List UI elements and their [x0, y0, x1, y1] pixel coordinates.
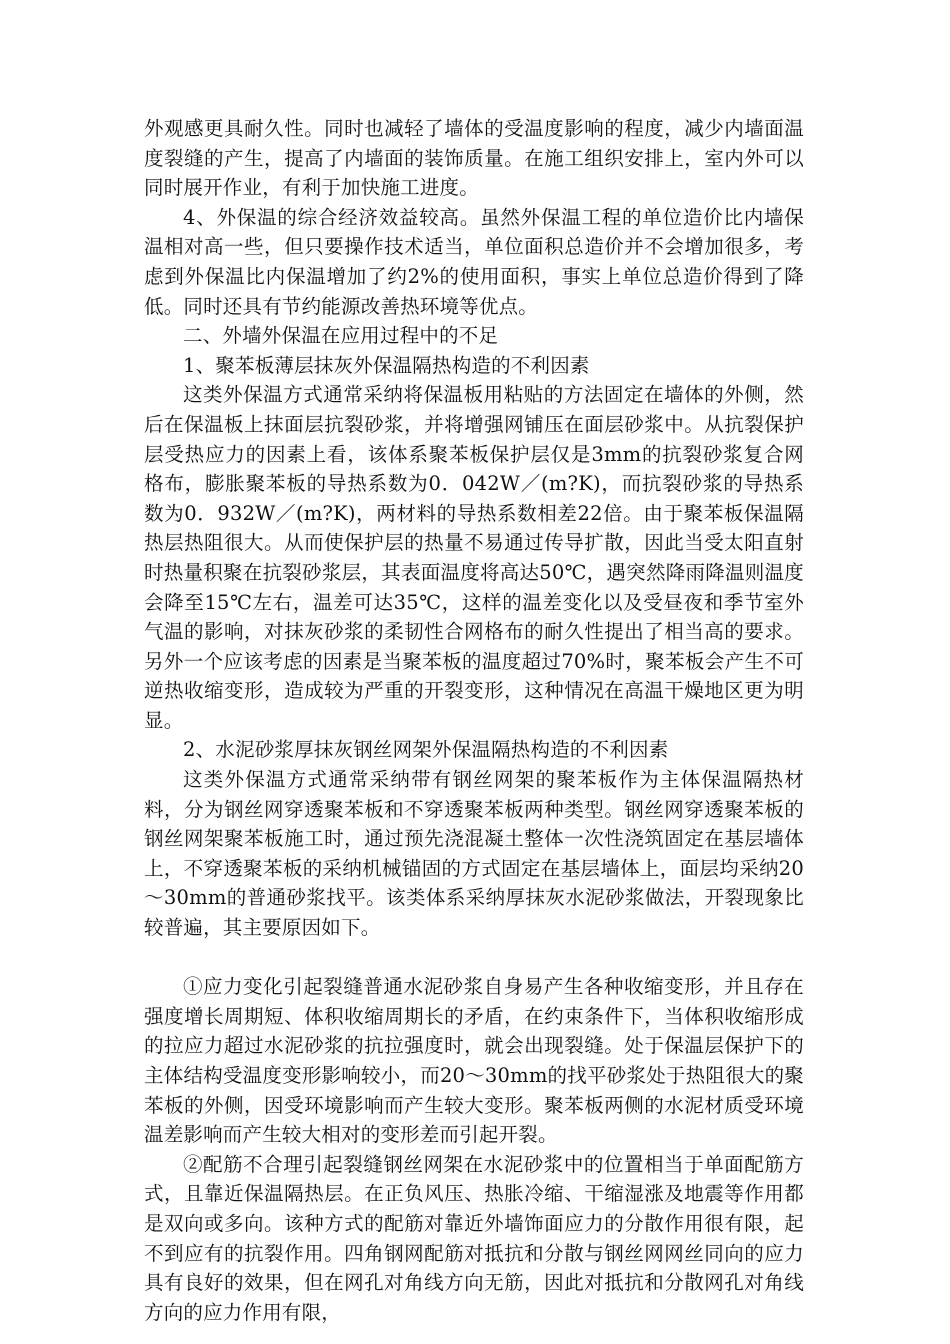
subheading-2: 2、水泥砂浆厚抹灰钢丝网架外保温隔热构造的不利因素: [183, 738, 669, 762]
paragraph-polystyrene-thin-plaster: 这类外保温方式通常采纳将保温板用粘贴的方法固定在墙体的外侧，然后在保温板上抹面层抗裂砂浆，并将增强网铺压在面层砂浆中。从抗裂保护层受热应力的因素上看，该体系聚苯板保护层仅是3mm的抗裂砂浆复合网格布，膨胀聚苯板的导热系数为0．042W／(m?K)，而抗裂砂浆的导热系数为0．932W／(m?K)，两材料的导热系数相差22倍。由于聚苯板保温隔热层热阻很大。从而使保护层的热量不易通过传导扩散，因此当受太阳直射时热量积聚在抗裂砂浆层，其表面温度将高达50℃，遇突然降雨降温则温度会降至15℃左右，温差可达35℃，这样的温差变化以及受昼夜和季节室外气温的影响，对抹灰砂浆的柔韧性合网格布的耐久性提出了相当高的要求。另外一个应该考虑的因素是当聚苯板的温度超过70%时，聚苯板会产生不可逆热收缩变形，造成较为严重的开裂变形，这种情况在高温干燥地区更为明显。: [144, 383, 804, 732]
subheading-1: 1、聚苯板薄层抹灰外保温隔热构造的不利因素: [183, 353, 590, 377]
section-heading-2: 二、外墙外保温在应用过程中的不足: [183, 324, 499, 348]
document-page: [144, 114, 804, 1327]
paragraph-reinforcement-cracks: ②配筋不合理引起裂缝钢丝网架在水泥砂浆中的位置相当于单面配筋方式，且靠近保温隔热层。在正负风压、热胀冷缩、干缩湿涨及地震等作用都是双向或多向。该种方式的配筋对靠近外墙饰面应力的分散作用很有限，起不到应有的抗裂作用。四角钢网配筋对抵抗和分散与钢丝网网丝同向的应力具有良好的效果，但在网孔对角线方向无筋，因此对抵抗和分散网孔对角线方向的应力作用有限，: [144, 1152, 804, 1324]
blank-line: [144, 943, 804, 973]
paragraph-stress-cracks: ①应力变化引起裂缝普通水泥砂浆自身易产生各种收缩变形，并且存在强度增长周期短、体积收缩周期长的矛盾，在约束条件下，当体积收缩形成的拉应力超过水泥砂浆的抗拉强度时，就会出现裂缝。处于保温层保护下的主体结构受温度变形影响较小，而20～30mm的找平砂浆处于热阻很大的聚苯板的外侧，因受环境影响而产生较大变形。聚苯板两侧的水泥材质受环境温差影响而产生较大相对的变形差而引起开裂。: [144, 975, 804, 1147]
paragraph-continuation: 外观感更具耐久性。同时也减轻了墙体的受温度影响的程度，减少内墙面温度裂缝的产生，提高了内墙面的装饰质量。在施工组织安排上，室内外可以同时展开作业，有利于加快施工进度。: [144, 117, 804, 200]
paragraph-steel-mesh-thick-plaster: 这类外保温方式通常采纳带有钢丝网架的聚苯板作为主体保温隔热材料，分为钢丝网穿透聚苯板和不穿透聚苯板两种类型。钢丝网穿透聚苯板的钢丝网架聚苯板施工时，通过预先浇混凝土整体一次性浇筑固定在基层墙体上，不穿透聚苯板的采纳机械锚固的方式固定在基层墙体上，面层均采纳20～30mm的普通砂浆找平。该类体系采纳厚抹灰水泥砂浆做法，开裂现象比较普遍，其主要原因如下。: [144, 768, 804, 940]
paragraph-point-4: 4、外保温的综合经济效益较高。虽然外保温工程的单位造价比内墙保温相对高一些，但只要操作技术适当，单位面积总造价并不会增加很多，考虑到外保温比内保温增加了约2%的使用面积，事实上单位总造价得到了降低。同时还具有节约能源改善热环境等优点。: [144, 205, 804, 318]
